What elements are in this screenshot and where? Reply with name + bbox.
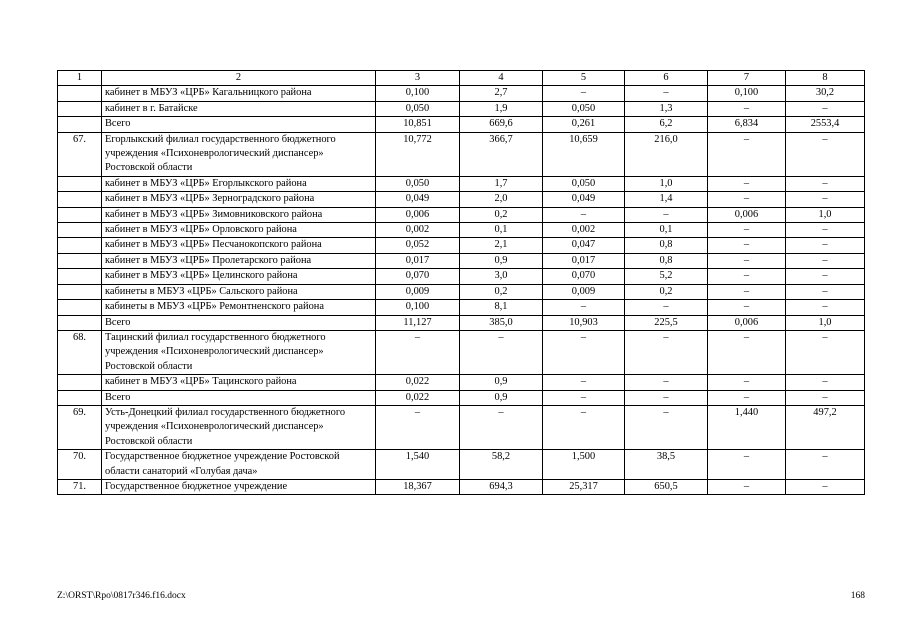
value-cell-6: 0,2	[625, 284, 708, 299]
column-header: 3	[376, 71, 460, 86]
column-header: 7	[708, 71, 786, 86]
value-cell-6: –	[625, 390, 708, 405]
value-cell-4: 2,7	[460, 86, 543, 101]
row-name-cell: кабинет в МБУЗ «ЦРБ» Кагальницкого района	[102, 86, 376, 101]
column-header: 2	[102, 71, 376, 86]
value-cell-6: 0,8	[625, 238, 708, 253]
value-cell-6: 1,4	[625, 192, 708, 207]
value-cell-4: 694,3	[460, 479, 543, 494]
value-cell-6: –	[625, 330, 708, 374]
row-name-cell: Тацинский филиал государственного бюджетного учреждения «Психоневрологический диспансер» Ростовской области	[102, 330, 376, 374]
value-cell-5: 1,500	[543, 450, 625, 480]
table-row	[58, 86, 865, 101]
row-name-cell: кабинет в МБУЗ «ЦРБ» Зимовниковского района	[102, 207, 376, 222]
row-name-cell: кабинет в МБУЗ «ЦРБ» Пролетарского района	[102, 253, 376, 268]
value-cell-8: –	[786, 284, 865, 299]
value-cell-5: –	[543, 405, 625, 449]
table-row	[58, 132, 865, 176]
table-row	[58, 315, 865, 330]
value-cell-5: 0,050	[543, 101, 625, 116]
value-cell-7: –	[708, 269, 786, 284]
table-row	[58, 390, 865, 405]
row-name-cell: кабинет в г. Батайске	[102, 101, 376, 116]
value-cell-3: 1,540	[376, 450, 460, 480]
value-cell-4: 1,9	[460, 101, 543, 116]
data-table	[57, 70, 865, 495]
row-number-cell: 69.	[58, 405, 102, 449]
row-number-cell	[58, 176, 102, 191]
value-cell-5: –	[543, 330, 625, 374]
value-cell-3: 0,009	[376, 284, 460, 299]
value-cell-6: 0,1	[625, 223, 708, 238]
value-cell-8: 497,2	[786, 405, 865, 449]
value-cell-3: 10,851	[376, 117, 460, 132]
value-cell-8: –	[786, 223, 865, 238]
value-cell-5: 0,009	[543, 284, 625, 299]
value-cell-6: –	[625, 375, 708, 390]
value-cell-3: 0,050	[376, 176, 460, 191]
value-cell-7: 0,100	[708, 86, 786, 101]
value-cell-6: 0,8	[625, 253, 708, 268]
row-name-cell: кабинет в МБУЗ «ЦРБ» Тацинского района	[102, 375, 376, 390]
value-cell-5: 0,261	[543, 117, 625, 132]
column-header: 1	[58, 71, 102, 86]
value-cell-4: 366,7	[460, 132, 543, 176]
value-cell-6: 650,5	[625, 479, 708, 494]
value-cell-6: –	[625, 207, 708, 222]
value-cell-3: 0,050	[376, 101, 460, 116]
value-cell-7: 1,440	[708, 405, 786, 449]
column-header: 5	[543, 71, 625, 86]
row-name-cell: Государственное бюджетное учреждение	[102, 479, 376, 494]
value-cell-7: 6,834	[708, 117, 786, 132]
value-cell-3: 0,017	[376, 253, 460, 268]
value-cell-8: –	[786, 300, 865, 315]
row-number-cell: 70.	[58, 450, 102, 480]
value-cell-3: 18,367	[376, 479, 460, 494]
value-cell-6: 225,5	[625, 315, 708, 330]
row-name-cell: Усть-Донецкий филиал государственного бюджетного учреждения «Психоневрологический диспансер» Ростовской области	[102, 405, 376, 449]
value-cell-7: –	[708, 223, 786, 238]
value-cell-5: 10,903	[543, 315, 625, 330]
row-number-cell	[58, 101, 102, 116]
value-cell-6: 5,2	[625, 269, 708, 284]
value-cell-3: 0,022	[376, 390, 460, 405]
value-cell-7: –	[708, 330, 786, 374]
table-row	[58, 300, 865, 315]
value-cell-7: –	[708, 253, 786, 268]
row-number-cell	[58, 390, 102, 405]
value-cell-6: 1,0	[625, 176, 708, 191]
value-cell-7: –	[708, 450, 786, 480]
value-cell-4: 385,0	[460, 315, 543, 330]
table-row	[58, 253, 865, 268]
row-number-cell	[58, 269, 102, 284]
row-name-cell: Егорлыкский филиал государственного бюджетного учреждения «Психоневрологический диспансер» Ростовской области	[102, 132, 376, 176]
value-cell-8: –	[786, 390, 865, 405]
value-cell-7: 0,006	[708, 315, 786, 330]
row-number-cell	[58, 284, 102, 299]
value-cell-8: –	[786, 101, 865, 116]
table-row	[58, 269, 865, 284]
value-cell-3: 0,052	[376, 238, 460, 253]
table-row	[58, 375, 865, 390]
value-cell-4: –	[460, 330, 543, 374]
value-cell-4: 0,9	[460, 375, 543, 390]
table-row	[58, 284, 865, 299]
value-cell-4: 2,0	[460, 192, 543, 207]
value-cell-4: 0,2	[460, 207, 543, 222]
value-cell-8: –	[786, 479, 865, 494]
value-cell-6: 216,0	[625, 132, 708, 176]
value-cell-5: –	[543, 86, 625, 101]
value-cell-7: –	[708, 101, 786, 116]
value-cell-4: 58,2	[460, 450, 543, 480]
value-cell-4: 0,2	[460, 284, 543, 299]
row-name-cell: кабинет в МБУЗ «ЦРБ» Песчанокопского района	[102, 238, 376, 253]
value-cell-8: –	[786, 238, 865, 253]
column-header: 4	[460, 71, 543, 86]
row-number-cell	[58, 253, 102, 268]
value-cell-8: 1,0	[786, 207, 865, 222]
value-cell-3: 0,070	[376, 269, 460, 284]
value-cell-7: –	[708, 284, 786, 299]
row-number-cell	[58, 117, 102, 132]
row-name-cell: кабинеты в МБУЗ «ЦРБ» Сальского района	[102, 284, 376, 299]
row-name-cell: Всего	[102, 315, 376, 330]
value-cell-8: –	[786, 330, 865, 374]
row-number-cell: 67.	[58, 132, 102, 176]
value-cell-5: 10,659	[543, 132, 625, 176]
row-number-cell	[58, 375, 102, 390]
value-cell-6: –	[625, 405, 708, 449]
value-cell-5: 0,050	[543, 176, 625, 191]
value-cell-7: 0,006	[708, 207, 786, 222]
value-cell-7: –	[708, 192, 786, 207]
value-cell-5: 0,002	[543, 223, 625, 238]
row-name-cell: кабинет в МБУЗ «ЦРБ» Целинского района	[102, 269, 376, 284]
value-cell-3: –	[376, 405, 460, 449]
value-cell-8: 30,2	[786, 86, 865, 101]
row-name-cell: Государственное бюджетное учреждение Ростовской области санаторий «Голубая дача»	[102, 450, 376, 480]
value-cell-8: –	[786, 253, 865, 268]
value-cell-3: 10,772	[376, 132, 460, 176]
value-cell-7: –	[708, 132, 786, 176]
value-cell-4: 1,7	[460, 176, 543, 191]
row-number-cell	[58, 223, 102, 238]
value-cell-7: –	[708, 375, 786, 390]
value-cell-4: 0,9	[460, 253, 543, 268]
table-row	[58, 405, 865, 449]
column-header: 6	[625, 71, 708, 86]
row-number-cell	[58, 315, 102, 330]
row-name-cell: Всего	[102, 117, 376, 132]
value-cell-8: 1,0	[786, 315, 865, 330]
row-name-cell: Всего	[102, 390, 376, 405]
value-cell-4: –	[460, 405, 543, 449]
value-cell-6: 1,3	[625, 101, 708, 116]
value-cell-3: 0,002	[376, 223, 460, 238]
value-cell-5: 0,070	[543, 269, 625, 284]
row-name-cell: кабинет в МБУЗ «ЦРБ» Зерноградского района	[102, 192, 376, 207]
value-cell-4: 0,9	[460, 390, 543, 405]
table-row	[58, 117, 865, 132]
value-cell-7: –	[708, 300, 786, 315]
value-cell-8: –	[786, 132, 865, 176]
value-cell-3: 0,006	[376, 207, 460, 222]
table-row	[58, 238, 865, 253]
value-cell-6: –	[625, 300, 708, 315]
row-number-cell	[58, 207, 102, 222]
value-cell-6: 38,5	[625, 450, 708, 480]
row-number-cell	[58, 300, 102, 315]
row-number-cell: 68.	[58, 330, 102, 374]
value-cell-6: –	[625, 86, 708, 101]
row-name-cell: кабинет в МБУЗ «ЦРБ» Орловского района	[102, 223, 376, 238]
value-cell-8: –	[786, 176, 865, 191]
value-cell-3: 11,127	[376, 315, 460, 330]
value-cell-7: –	[708, 238, 786, 253]
value-cell-7: –	[708, 390, 786, 405]
row-name-cell: кабинет в МБУЗ «ЦРБ» Егорлыкского района	[102, 176, 376, 191]
value-cell-3: –	[376, 330, 460, 374]
value-cell-7: –	[708, 479, 786, 494]
table-header-row	[58, 71, 865, 86]
value-cell-4: 3,0	[460, 269, 543, 284]
value-cell-5: –	[543, 375, 625, 390]
row-number-cell	[58, 192, 102, 207]
value-cell-6: 6,2	[625, 117, 708, 132]
value-cell-5: –	[543, 300, 625, 315]
value-cell-5: 25,317	[543, 479, 625, 494]
table-row	[58, 101, 865, 116]
value-cell-4: 2,1	[460, 238, 543, 253]
value-cell-8: –	[786, 450, 865, 480]
column-header: 8	[786, 71, 865, 86]
table-row	[58, 450, 865, 480]
value-cell-7: –	[708, 176, 786, 191]
table-row	[58, 479, 865, 494]
value-cell-5: –	[543, 207, 625, 222]
value-cell-3: 0,022	[376, 375, 460, 390]
row-number-cell	[58, 238, 102, 253]
table-row	[58, 176, 865, 191]
value-cell-5: 0,017	[543, 253, 625, 268]
value-cell-5: 0,049	[543, 192, 625, 207]
value-cell-3: 0,100	[376, 300, 460, 315]
value-cell-3: 0,049	[376, 192, 460, 207]
value-cell-3: 0,100	[376, 86, 460, 101]
table-row	[58, 192, 865, 207]
table-row	[58, 330, 865, 374]
table-row	[58, 207, 865, 222]
row-number-cell: 71.	[58, 479, 102, 494]
file-path: Z:\ORST\Rpo\0817r346.f16.docx	[57, 591, 186, 601]
value-cell-4: 669,6	[460, 117, 543, 132]
value-cell-4: 8,1	[460, 300, 543, 315]
value-cell-8: –	[786, 269, 865, 284]
row-name-cell: кабинеты в МБУЗ «ЦРБ» Ремонтненского района	[102, 300, 376, 315]
value-cell-5: –	[543, 390, 625, 405]
row-number-cell	[58, 86, 102, 101]
table-row	[58, 223, 865, 238]
value-cell-4: 0,1	[460, 223, 543, 238]
value-cell-8: –	[786, 375, 865, 390]
page-number: 168	[850, 591, 865, 601]
value-cell-8: 2553,4	[786, 117, 865, 132]
value-cell-5: 0,047	[543, 238, 625, 253]
value-cell-8: –	[786, 192, 865, 207]
